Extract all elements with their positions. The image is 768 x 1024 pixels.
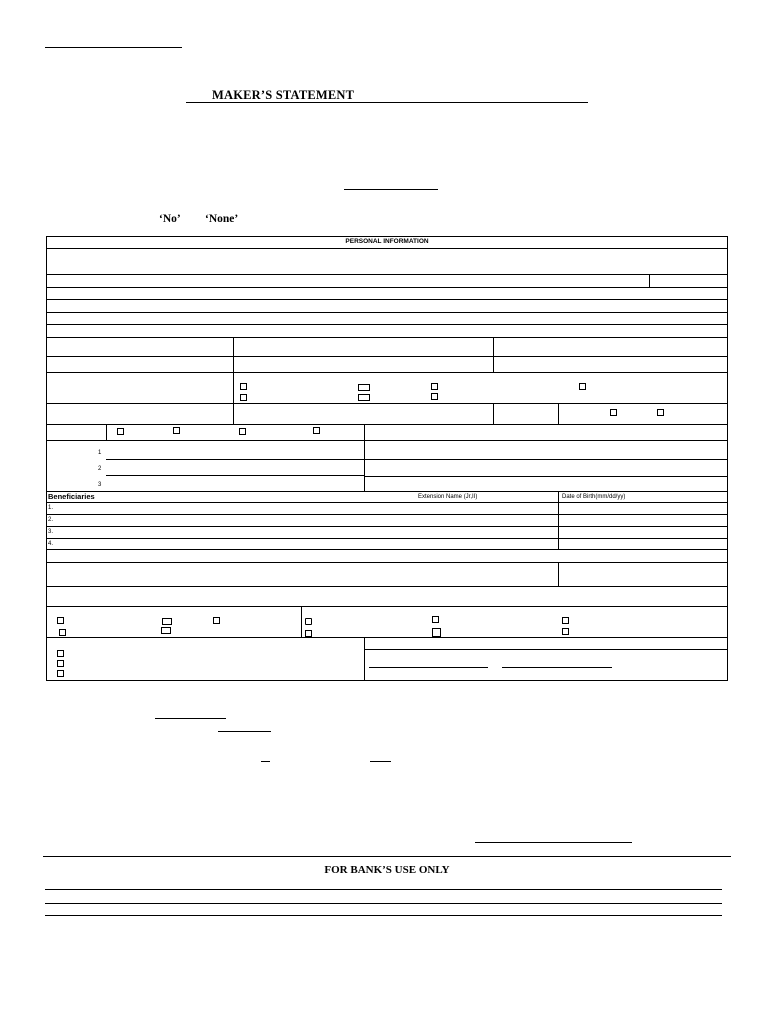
numbered-line-label: 1 — [98, 450, 102, 456]
checkbox[interactable] — [579, 383, 586, 390]
checkbox[interactable] — [117, 428, 124, 435]
row-line — [46, 274, 728, 275]
checkbox[interactable] — [610, 409, 617, 416]
bank-line[interactable] — [45, 903, 722, 904]
title-underline — [186, 102, 588, 103]
instruction-none: ‘None’ — [205, 213, 239, 225]
col-line — [493, 403, 494, 424]
bank-section-rule — [43, 856, 731, 857]
checkbox[interactable] — [57, 670, 64, 677]
row-line — [46, 526, 728, 527]
row-line — [364, 476, 728, 477]
blank-line[interactable] — [370, 761, 391, 762]
col-line — [364, 424, 365, 491]
section-personal-information: PERSONAL INFORMATION — [345, 238, 429, 245]
checkbox[interactable] — [432, 628, 441, 637]
checkbox[interactable] — [358, 384, 370, 391]
checkbox[interactable] — [305, 630, 312, 637]
header-rule — [45, 47, 182, 48]
row-line — [46, 491, 728, 492]
checkbox[interactable] — [431, 383, 438, 390]
checkbox[interactable] — [240, 383, 247, 390]
row-line — [46, 248, 728, 249]
numbered-line-label: 3 — [98, 482, 102, 488]
col-line — [649, 274, 650, 287]
row-line — [46, 356, 728, 357]
col-extension-name: Extension Name (Jr,II) — [418, 494, 478, 500]
numbered-line-label: 2 — [98, 466, 102, 472]
checkbox[interactable] — [657, 409, 664, 416]
numbered-line-1[interactable] — [106, 459, 364, 460]
col-line — [233, 337, 234, 424]
beneficiary-row-number: 1. — [48, 505, 54, 511]
row-line — [46, 424, 728, 425]
blank-line[interactable] — [218, 731, 271, 732]
checkbox[interactable] — [305, 618, 312, 625]
checkbox[interactable] — [57, 650, 64, 657]
maker-signature-line[interactable] — [475, 842, 632, 843]
bank-line[interactable] — [45, 915, 722, 916]
row-line — [46, 440, 728, 441]
row-line — [364, 649, 728, 650]
row-line — [46, 538, 728, 539]
row-line — [46, 502, 728, 503]
col-line — [558, 562, 559, 586]
row-line — [46, 287, 728, 288]
row-line — [46, 337, 728, 338]
row-line — [46, 562, 728, 563]
checkbox[interactable] — [358, 394, 370, 401]
checkbox[interactable] — [161, 627, 171, 634]
row-line — [46, 324, 728, 325]
checkbox[interactable] — [173, 427, 180, 434]
col-line — [558, 491, 559, 549]
row-line — [46, 403, 728, 404]
blank-line[interactable] — [155, 718, 226, 719]
signature-line[interactable] — [369, 667, 488, 668]
row-line — [364, 459, 728, 460]
checkbox[interactable] — [431, 393, 438, 400]
col-line — [106, 424, 107, 440]
row-line — [46, 312, 728, 313]
checkbox[interactable] — [432, 616, 439, 623]
page-title: MAKER’S STATEMENT — [212, 88, 355, 102]
checkbox[interactable] — [57, 660, 64, 667]
col-line — [493, 337, 494, 372]
checkbox[interactable] — [239, 428, 246, 435]
checkbox[interactable] — [562, 628, 569, 635]
col-date-of-birth: Date of Birth(mm/dd/yy) — [562, 494, 626, 500]
row-line — [46, 549, 728, 550]
beneficiary-row-number: 2. — [48, 517, 54, 523]
numbered-line-2[interactable] — [106, 475, 364, 476]
row-line — [46, 372, 728, 373]
date-blank-line[interactable] — [344, 189, 438, 190]
checkbox[interactable] — [59, 629, 66, 636]
col-line — [364, 637, 365, 681]
bank-use-title: FOR BANK’S USE ONLY — [324, 864, 450, 876]
row-line — [46, 514, 728, 515]
col-line — [558, 403, 559, 424]
row-line — [46, 299, 728, 300]
bank-line[interactable] — [45, 889, 722, 890]
beneficiaries-label: Beneficiaries — [48, 492, 95, 501]
beneficiary-row-number: 4. — [48, 541, 54, 547]
row-line — [46, 637, 728, 638]
row-line — [46, 606, 728, 607]
checkbox[interactable] — [313, 427, 320, 434]
checkbox[interactable] — [57, 617, 64, 624]
beneficiary-row-number: 3. — [48, 529, 54, 535]
instruction-no: ‘No’ — [159, 213, 181, 225]
signature-line[interactable] — [502, 667, 612, 668]
checkbox[interactable] — [213, 617, 220, 624]
checkbox[interactable] — [240, 394, 247, 401]
checkbox[interactable] — [162, 618, 172, 625]
row-line — [46, 586, 728, 587]
checkbox[interactable] — [562, 617, 569, 624]
col-line — [301, 606, 302, 637]
blank-line[interactable] — [261, 761, 270, 762]
